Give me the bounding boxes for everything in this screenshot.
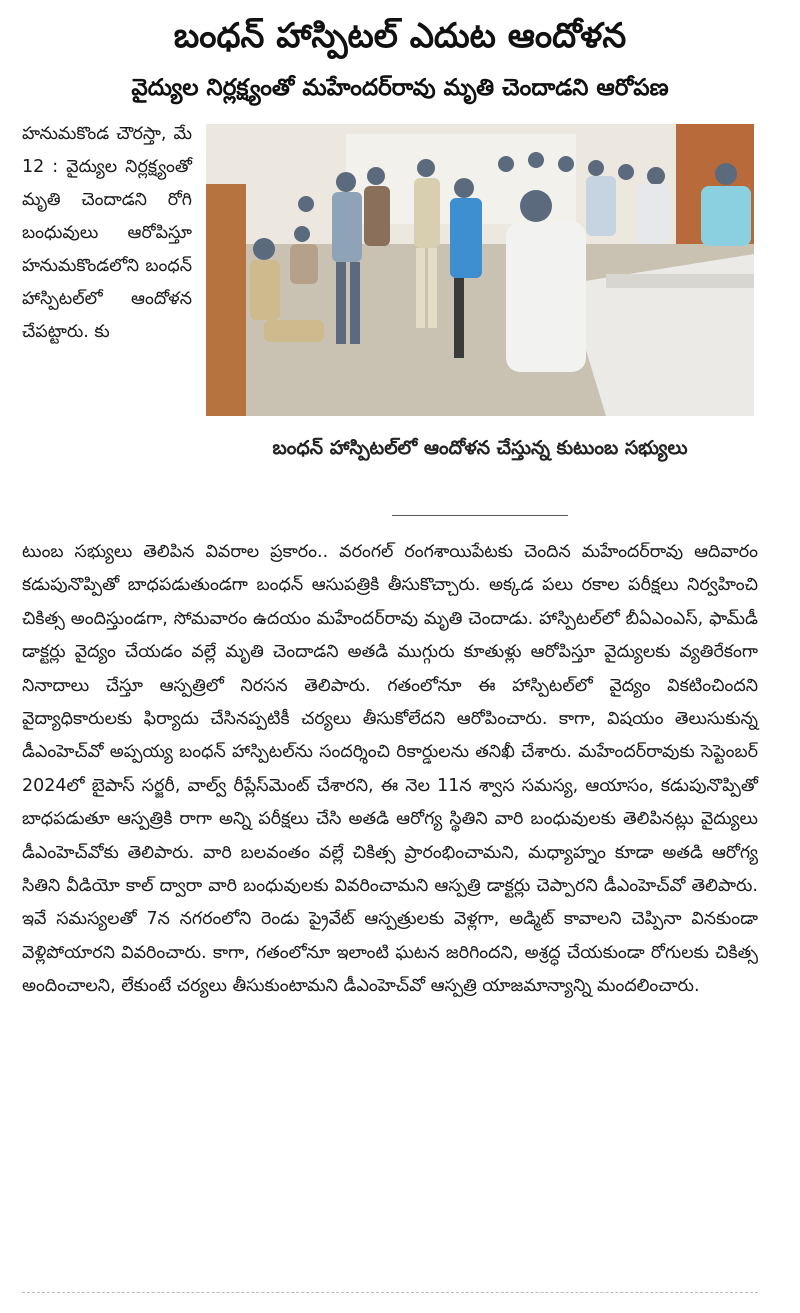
bottom-divider: [22, 1292, 758, 1303]
article-body: [22, 536, 758, 1004]
subheadline: వైద్యుల నిర్లక్ష్యంతో మహేందర్‌రావు మృతి చెందాడని ఆరోపణ: [131, 75, 669, 101]
intro-column: హనుమకొండ చౌరస్తా, మే 12 : వైద్యుల నిర్లక్ష్యంతో మృతి చెందాడని రోగి బంధువులు ఆరోపిస్తూ హనుమకొండలోని బంధన్ హాస్పిటల్‌లో ఆందోళన చేపట్టారు. కు: [22, 124, 192, 342]
news-photo: [206, 124, 754, 416]
photo-caption: బంధన్ హాస్పిటల్‌లో ఆందోళన చేస్తున్న కుటుంబ సభ్యులు: [272, 437, 688, 459]
article-body-paragraph: టుంబ సభ్యులు తెలిపిన వివరాల ప్రకారం.. వరంగల్ రంగశాయిపేటకు చెందిన మహేందర్‌రావు ఆదివారం కడుపునొప్పితో బాధపడుతుండగా బంధన్ ఆసుపత్రికి తీసుకొచ్చారు. అక్కడ పలు రకాల పరీక్షలు నిర్వహించి చికిత్స అందిస్తుండగా, సోమవారం ఉదయం మహేందర్‌రావు మృతి చెందాడు. హాస్పిటల్‌లో బీఏఎంఎస్, ఫామ్‌డీ డాక్టర్లు వైద్యం చేయడం వల్లే మృతి చెందాడని అతడి ముగ్గురు కూతుళ్లు ఆరోపిస్తూ వైద్యులకు వ్యతిరేకంగా నినాదాలు చేస్తూ ఆస్పత్రిలో నిరసన తెలిపారు. గతంలోనూ ఈ హాస్పిటల్‌లో వైద్యం వికటించిందని వైద్యాధికారులకు ఫిర్యాదు చేసినప్పటికీ చర్యలు తీసుకోలేదని ఆరోపించారు. కాగా, విషయం తెలుసుకున్న డీఎంహెచ్‌వో అప్పయ్య బంధన్ హాస్పిటల్‌ను సందర్శించి రికార్డులను తనిఖీ చేశారు. మహేందర్‌రావుకు సెప్టెంబర్ 2024లో బైపాస్ సర్జరీ, వాల్వ్ రీప్లేస్‌మెంట్ చేశారని, ఈ నెల 11న శ్వాస సమస్య, ఆయాసం, కడుపునొప్పితో బాధపడుతూ ఆస్పత్రికి రాగా అన్ని పరీక్షలు చేసి అతడి ఆరోగ్య స్థితిని వారి బంధువులకు తెలిపినట్లు వైద్యులు డీఎంహెచ్‌వోకు తెలిపారు. వారి బలవంతం వల్లే చికిత్స ప్రారంభించామని, మధ్యాహ్నం కూడా అతడి ఆరోగ్య సితిని వీడియో కాల్ ద్వారా వారి బంధువులకు వివరించామని ఆస్పత్రి డాక్టర్లు చెప్పారని డీఎంహెచ్‌వో తెలిపారు. ఇవే సమస్యలతో 7న నగరంలోని రెండు ప్రైవేట్ ఆస్పత్రులకు వెళ్లగా, అడ్మిట్ కావాలని చెప్పినా వినకుండా వెళ్లిపోయారని వివరించారు. కాగా, గతంలోనూ ఇలాంటి ఘటన జరిగిందని, అశ్రద్ధ చేయకుండా రోగులకు చికిత్స అందించాలని, లేకుంటే చర్యలు తీసుకుంటామని డీఎంహెచ్‌వో ఆస్పత్రి యాజమాన్యాన్ని మందలించారు.: [22, 542, 758, 997]
headline: బంధన్ హాస్పిటల్ ఎదుట ఆందోళన: [173, 16, 627, 56]
caption-divider: [392, 515, 568, 516]
